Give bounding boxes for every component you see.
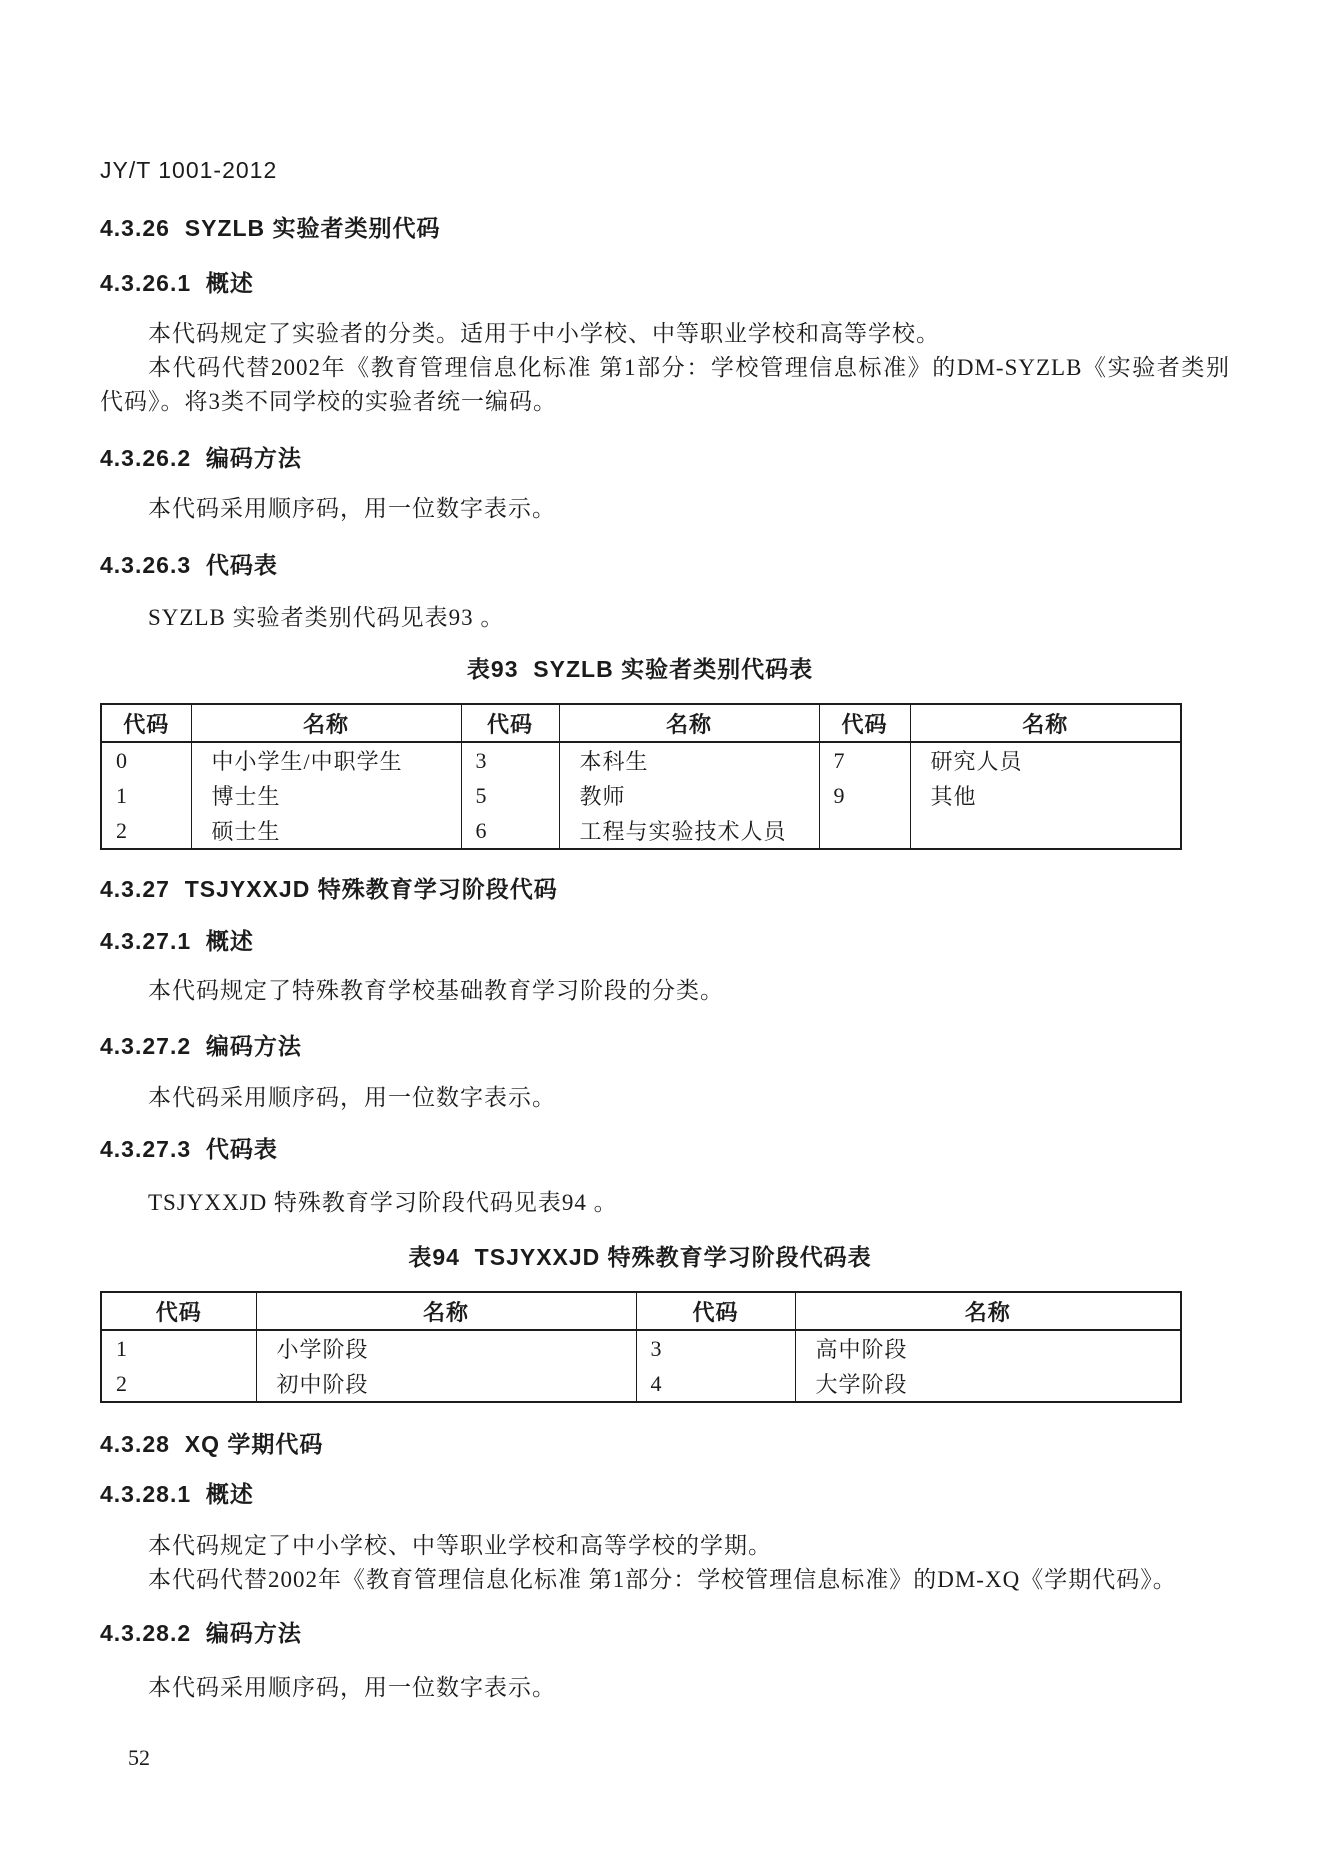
table-row [101,1366,1181,1402]
paragraph: TSJYXXJD 特殊教育学习阶段代码见表94 。 [148,1190,618,1215]
name-cell: 初中阶段 [256,1366,636,1402]
table-94-caption: 表94 TSJYXXJD 特殊教育学习阶段代码表 [408,1244,872,1270]
table-93 [100,703,1182,850]
section-4-3-28-1-heading: 4.3.28.1 概述 [100,1481,254,1507]
code-cell: 2 [116,1370,128,1396]
column-header: 代码 [461,704,559,742]
name-cell: 中小学生/中职学生 [191,742,461,778]
column-header: 代码 [636,1292,795,1330]
name-cell [910,813,1181,849]
code-cell: 3 [636,1330,795,1366]
table-header-row [101,704,1181,742]
table-94 [100,1291,1182,1403]
code-cell: 3 [461,742,559,778]
paragraph: 本代码代替2002年《教育管理信息化标准 第1部分：学校管理信息标准》的DM-XQ《学期代码》。 [148,1567,1177,1592]
table-93-caption: 表93 SYZLB 实验者类别代码表 [466,656,814,682]
column-header: 代码 [101,1292,256,1330]
code-cell: 9 [819,778,910,813]
name-cell: 博士生 [191,778,461,813]
name-cell: 工程与实验技术人员 [559,813,819,849]
section-4-3-27-heading: 4.3.27 TSJYXXJD 特殊教育学习阶段代码 [100,876,558,902]
doc-number: JY/T 1001-2012 [100,157,278,183]
paragraph: 本代码代替2002年《教育管理信息化标准 第1部分：学校管理信息标准》的DM-SYZLB《实验者类别 [148,355,1230,380]
name-cell: 大学阶段 [795,1366,1181,1402]
section-4-3-26-1-heading: 4.3.26.1 概述 [100,270,254,296]
code-cell [819,813,910,849]
code-cell: 6 [461,813,559,849]
paragraph: 本代码采用顺序码，用一位数字表示。 [148,496,556,521]
column-header: 名称 [559,704,819,742]
section-4-3-28-heading: 4.3.28 XQ 学期代码 [100,1431,324,1457]
name-cell: 其他 [910,778,1181,813]
code-cell: 7 [819,742,910,778]
name-cell: 本科生 [559,742,819,778]
code-cell: 2 [116,817,128,843]
table-row [101,778,1181,813]
section-4-3-26-heading: 4.3.26 SYZLB 实验者类别代码 [100,215,441,241]
paragraph: 本代码采用顺序码，用一位数字表示。 [148,1675,556,1700]
paragraph: SYZLB 实验者类别代码见表93 。 [148,605,505,630]
column-header: 名称 [256,1292,636,1330]
section-4-3-26-2-heading: 4.3.26.2 编码方法 [100,445,302,471]
paragraph: 本代码规定了特殊教育学校基础教育学习阶段的分类。 [148,978,724,1003]
table-header-row [101,1292,1181,1330]
column-header: 代码 [101,704,191,742]
code-cell: 5 [461,778,559,813]
column-header: 名称 [795,1292,1181,1330]
table-row [101,742,1181,778]
column-header: 代码 [819,704,910,742]
paragraph: 本代码规定了中小学校、中等职业学校和高等学校的学期。 [148,1533,772,1558]
name-cell: 研究人员 [910,742,1181,778]
code-cell: 0 [116,747,128,773]
page-number: 52 [128,1745,150,1770]
paragraph: 代码》。将3类不同学校的实验者统一编码。 [100,389,557,414]
paragraph: 本代码采用顺序码，用一位数字表示。 [148,1085,556,1110]
table-row [101,813,1181,849]
code-cell: 4 [636,1366,795,1402]
name-cell: 小学阶段 [256,1330,636,1366]
paragraph: 本代码规定了实验者的分类。适用于中小学校、中等职业学校和高等学校。 [148,321,940,346]
column-header: 名称 [191,704,461,742]
name-cell: 高中阶段 [795,1330,1181,1366]
name-cell: 教师 [559,778,819,813]
section-4-3-27-1-heading: 4.3.27.1 概述 [100,928,254,954]
code-cell: 1 [116,1335,128,1361]
name-cell: 硕士生 [191,813,461,849]
section-4-3-27-3-heading: 4.3.27.3 代码表 [100,1136,278,1162]
code-cell: 1 [116,782,128,808]
column-header: 名称 [910,704,1181,742]
section-4-3-28-2-heading: 4.3.28.2 编码方法 [100,1620,302,1646]
table-row [101,1330,1181,1366]
section-4-3-27-2-heading: 4.3.27.2 编码方法 [100,1033,302,1059]
section-4-3-26-3-heading: 4.3.26.3 代码表 [100,552,278,578]
